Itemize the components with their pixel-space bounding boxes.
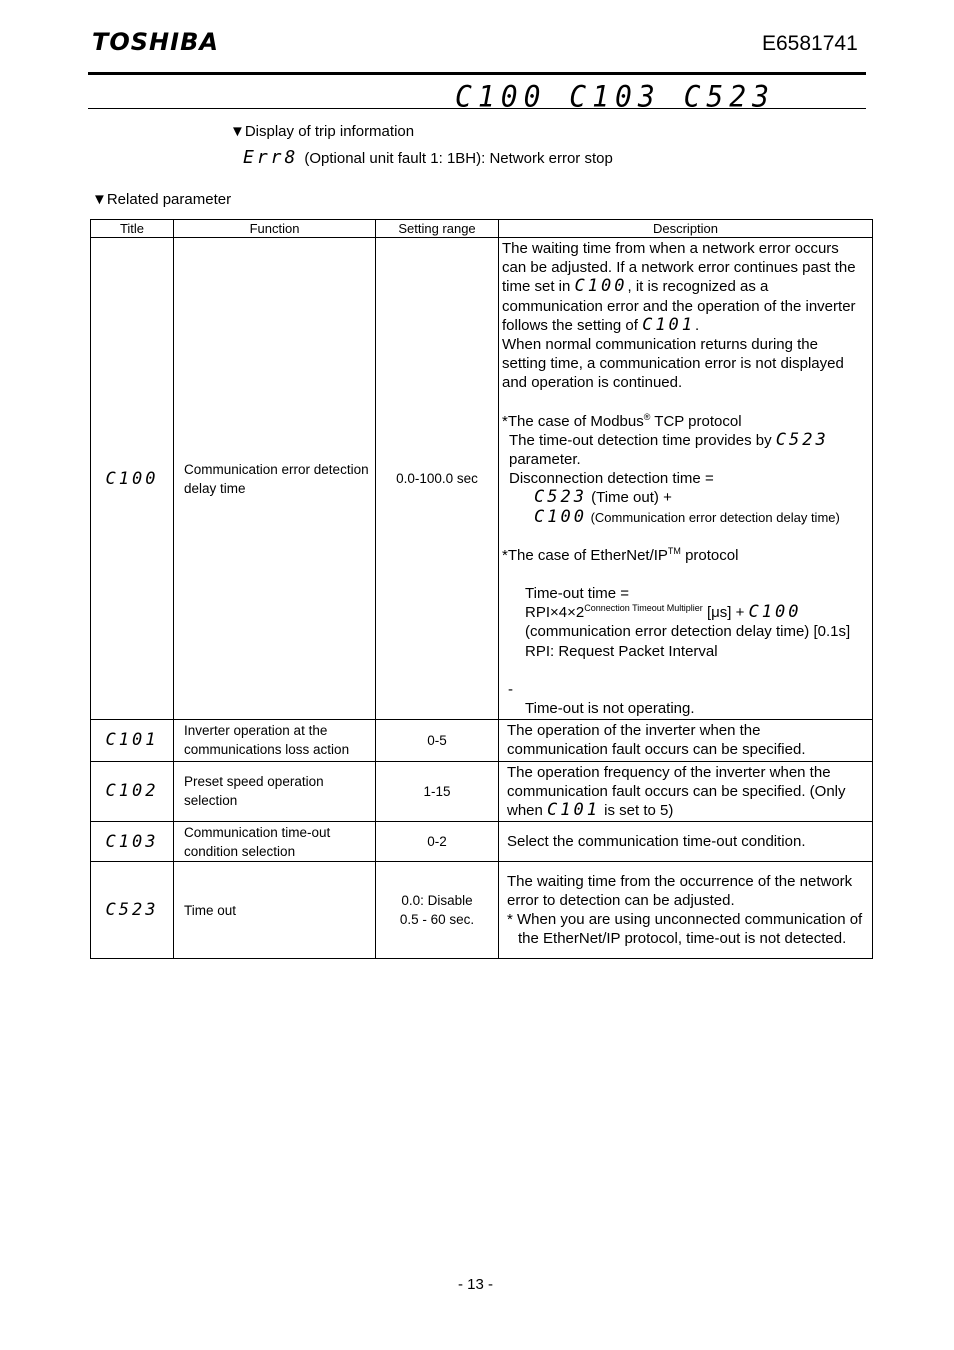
table-row [91, 822, 873, 862]
page-title-codes: C100 C103 C523 [455, 79, 776, 114]
row-function: Preset speed operation selection [174, 761, 376, 822]
row-range: 0-5 [376, 720, 499, 761]
row-function: Inverter operation at the communications loss action [174, 720, 376, 761]
header-rule-bottom [88, 108, 866, 109]
page-number: - 13 - [458, 1276, 494, 1293]
parameter-table [90, 219, 873, 959]
document-number: E6581741 [762, 32, 858, 55]
row-title: C523 [91, 862, 174, 959]
trip-info-heading: ▼Display of trip information [230, 123, 415, 140]
col-function: Function [174, 220, 376, 238]
trip-code: Err8 [243, 147, 299, 168]
row-title: C102 [91, 761, 174, 822]
row-range: 0.0-100.0 sec [376, 238, 499, 720]
row-title: C103 [91, 822, 174, 862]
row-function: Time out [174, 862, 376, 959]
header-rule-top [88, 72, 866, 75]
trip-info-line [243, 147, 613, 168]
row-title: C101 [91, 720, 174, 761]
row-range: 0-2 [376, 822, 499, 862]
table-row [91, 720, 873, 761]
table-row [91, 761, 873, 822]
table-header-row [91, 220, 873, 238]
row-description: Select the communication time-out condition. [499, 822, 873, 862]
row-description: The operation frequency of the inverter when the communication fault occurs can be specified. (Only when C101 is set to 5) [499, 761, 873, 822]
table-row [91, 862, 873, 959]
row-description: The operation of the inverter when the communication fault occurs can be specified. [499, 720, 873, 761]
row-function: Communication error detection delay time [174, 238, 376, 720]
row-description: The waiting time from the occurrence of the network error to detection can be adjusted. * When you are using unconnected communication of the EtherNet/IP protocol, time-out is not detected. [499, 862, 873, 959]
col-title: Title [91, 220, 174, 238]
row-title: C100 [91, 238, 174, 720]
row-range: 1-15 [376, 761, 499, 822]
trip-text: (Optional unit fault 1: 1BH): Network error stop [304, 150, 613, 167]
row-range: 0.0: Disable 0.5 - 60 sec. [376, 862, 499, 959]
row-function: Communication time-out condition selection [174, 822, 376, 862]
related-parameter-heading: ▼Related parameter [92, 191, 232, 208]
table-row [91, 238, 873, 720]
col-range: Setting range [376, 220, 499, 238]
col-description: Description [499, 220, 873, 238]
toshiba-logo: TOSHIBA [92, 28, 219, 56]
row-description: The waiting time from when a network error occurs can be adjusted. If a network error continues past the time set in C100, it is recognized as a communication error and the operation of the inverter follows the setting of C101. When normal communication returns during the setting time, a communication error is not displayed and operation is continued. *The case of Modbus® TCP protocol The time-out detection time provides by C523 parameter. Disconnection detection time = C523 (Time out) + C100 (Communication error detection delay time) *The case of EtherNet/IP™ protocol Time-out time = $RPI\times 4\times 2^{Connection Timeout Multiplier}$ [μs] + C100 (communication error detection delay time) [0.1s] RPI: Request Packet Interval - Time-out is not operating. [499, 238, 873, 720]
